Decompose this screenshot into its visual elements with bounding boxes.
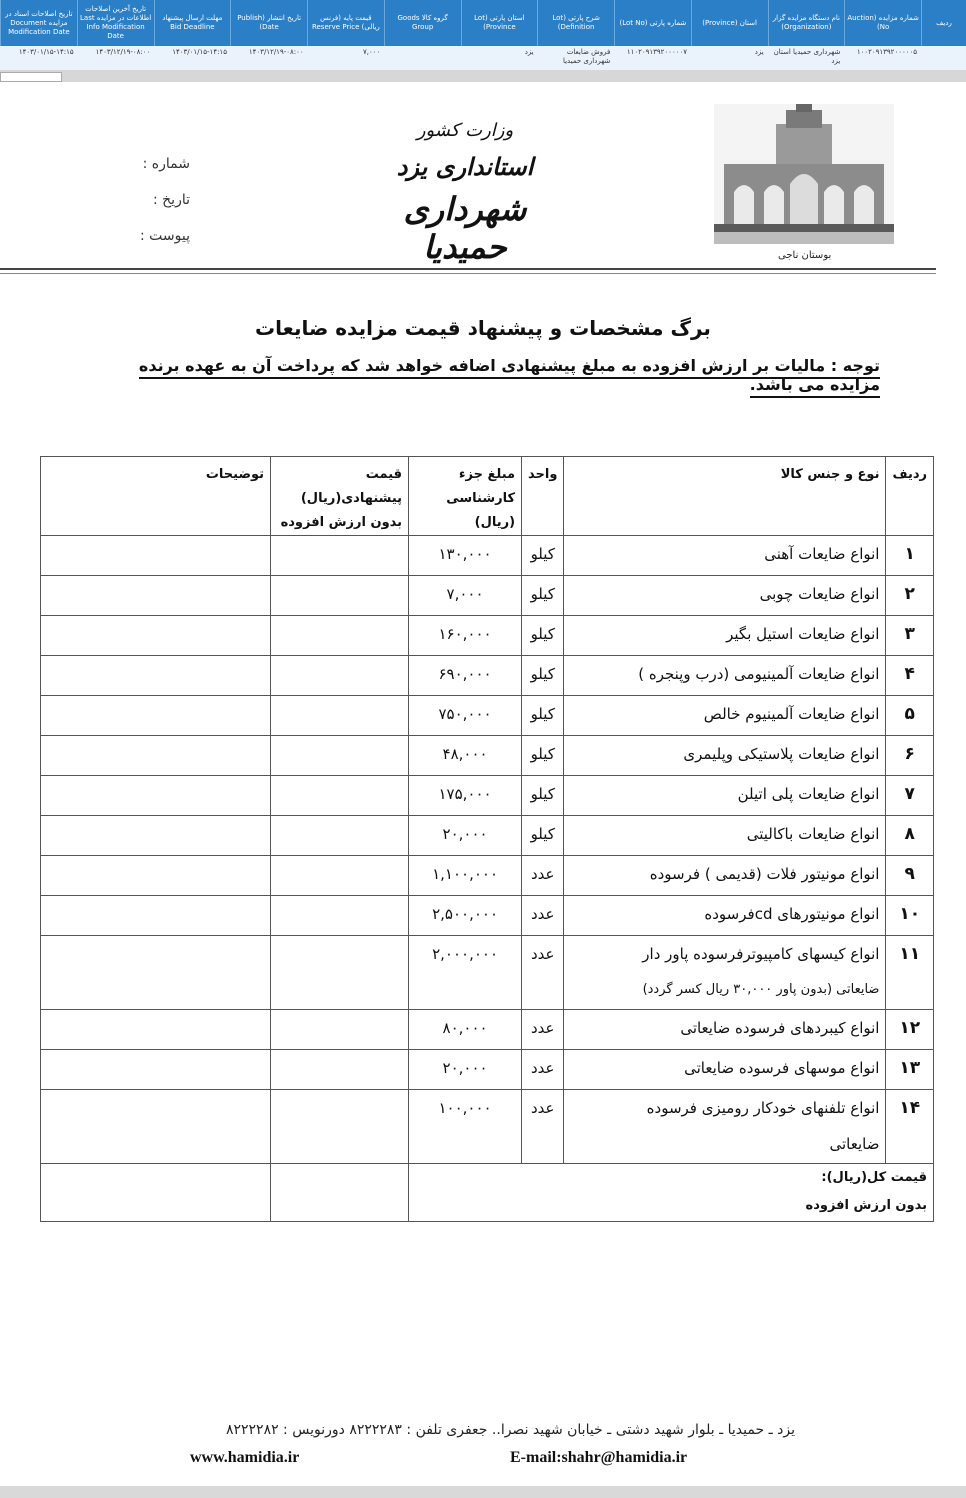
row-unit: عدد [522,856,564,896]
strip-cell: شهرداری حمیدیا استان یزد [773,48,841,65]
row-unit: عدد [522,1090,564,1164]
footer-email-link[interactable]: E-mail:shahr@hamidia.ir [510,1449,688,1466]
row-name: انواع ضایعات چوبی [564,576,886,616]
row-offer-cell[interactable] [271,816,409,856]
row-name-line1: انواع تلفنهای خودکار رومیزی فرسوده [646,1099,880,1117]
row-offer-cell[interactable] [271,736,409,776]
strip-cell: ۱۰۰۲۰۹۱۳۹۲۰۰۰۰۰۵ [856,48,917,56]
strip-cell: ۱۴۰۳/۱۲/۱۹-۰۸:۰۰ [95,48,151,56]
table-row [41,776,934,816]
row-no: ۱۱ [886,936,934,1010]
row-no: ۱۲ [886,1010,934,1050]
row-price: ۸۰,۰۰۰ [409,1010,522,1050]
province-name: استانداری یزد [396,152,534,181]
total-desc-cell[interactable] [41,1164,271,1222]
total-offer-cell[interactable] [271,1164,409,1222]
strip-header-cell: تاریخ آخرین اصلاحات اطلاعات در مزایده Last Info Modification Date [77,0,154,46]
row-desc-cell[interactable] [41,576,271,616]
col-header-offer [271,457,409,536]
total-label [409,1164,934,1222]
row-name: انواع ضایعات آلمینیومی (درب وپنجره ) [564,656,886,696]
table-row [41,696,934,736]
col-header-desc: توضیحات [41,457,271,536]
row-name-line2: ضایعاتی [829,1135,880,1153]
row-unit: عدد [522,1050,564,1090]
col-header-price-line2: کارشناسی (ریال) [446,491,516,530]
row-no: ۳ [886,616,934,656]
row-name: انواع ضایعات پلاستیکی وپلیمری [564,736,886,776]
table-row [41,736,934,776]
strip-header-cell: قیمت پایه (فرنس ریالی) Reserve Price [307,0,384,46]
attachment-label: پیوست : [140,228,190,244]
strip-cell: یزد [524,48,534,56]
strip-header-cell: استان پارتی (Lot Province) [461,0,538,46]
municipality-logo [708,104,934,264]
row-price: ۱۰۰,۰۰۰ [409,1090,522,1164]
row-desc-cell[interactable] [41,776,271,816]
row-desc-cell[interactable] [41,656,271,696]
header-divider [0,268,936,270]
row-name: انواع ضایعات استیل بگیر [564,616,886,656]
col-header-price-line1: مبلغ جزء [458,467,516,482]
row-desc-cell[interactable] [41,816,271,856]
row-offer-cell[interactable] [271,936,409,1010]
row-unit: عدد [522,936,564,1010]
strip-header-cell: استان (Province) [691,0,768,46]
table-header-row [41,457,934,536]
strip-header-cell: گروه کالا Goods Group [384,0,461,46]
footer-website-link[interactable]: www.hamidia.ir [190,1449,300,1466]
auction-info-strip [0,0,966,84]
row-name: انواع موسهای فرسوده ضایعاتی [564,1050,886,1090]
horizontal-scrollbar[interactable] [0,70,966,82]
table-row [41,576,934,616]
row-offer-cell[interactable] [271,616,409,656]
total-label-line2: بدون ارزش افزوده [805,1198,927,1213]
col-header-unit: واحد [522,457,564,536]
table-row [41,936,934,1010]
row-desc-cell[interactable] [41,896,271,936]
table-row [41,536,934,576]
date-label: تاریخ : [152,192,190,208]
row-no: ۷ [886,776,934,816]
row-desc-cell[interactable] [41,1050,271,1090]
row-unit: کیلو [522,616,564,656]
total-row [41,1164,934,1222]
row-price: ۷۵۰,۰۰۰ [409,696,522,736]
row-price: ۴۸,۰۰۰ [409,736,522,776]
strip-cell: ۱۱۰۲۰۹۱۳۹۲۰۰۰۰۰۷ [626,48,687,56]
table-row [41,656,934,696]
strip-header-cell: مهلت ارسال پیشنهاد Bid Deadline [154,0,231,46]
strip-cell: ۱۴۰۳/۰۱/۱۵-۱۴:۱۵ [172,48,227,56]
row-offer-cell[interactable] [271,656,409,696]
col-header-price [409,457,522,536]
row-name-line2: ضایعاتی (بدون پاور ۳۰,۰۰۰ ریال کسر گردد) [642,982,880,997]
row-name: انواع ضایعات باکالیتی [564,816,886,856]
row-name: انواع ضایعات آلمینیوم خالص [564,696,886,736]
row-name: انواع ضایعات پلی اتیلن [564,776,886,816]
row-name [564,1090,886,1164]
table-row [41,856,934,896]
row-offer-cell[interactable] [271,1010,409,1050]
bottom-edge-bar [0,1486,966,1498]
row-desc-cell[interactable] [41,936,271,1010]
strip-data-row[interactable] [0,46,966,71]
row-no: ۹ [886,856,934,896]
header-divider-thin [0,273,936,274]
row-offer-cell[interactable] [271,1090,409,1164]
strip-header-cell: شرح پارتی (Lot Definition) [537,0,614,46]
row-name: انواع کیبردهای فرسوده ضایعاتی [564,1010,886,1050]
page-title: برگ مشخصات و پیشنهاد قیمت مزایده ضایعات [255,316,711,340]
col-header-offer-line2: بدون ارزش افزوده [280,515,403,530]
row-no: ۱۳ [886,1050,934,1090]
row-price: ۷,۰۰۰ [409,576,522,616]
row-no: ۸ [886,816,934,856]
row-name-line1: انواع کیسهای کامپیوترفرسوده پاور دار [642,945,880,963]
row-price: ۲,۰۰۰,۰۰۰ [409,936,522,1010]
strip-header-cell: شماره پارتی (Lot No) [614,0,691,46]
items-table [40,456,934,1222]
row-unit: کیلو [522,776,564,816]
row-price: ۲۰,۰۰۰ [409,816,522,856]
building-icon [714,104,894,244]
row-no: ۲ [886,576,934,616]
row-offer-cell[interactable] [271,576,409,616]
row-offer-cell[interactable] [271,896,409,936]
row-name: انواع مونیتورهای cdفرسوده [564,896,886,936]
row-offer-cell[interactable] [271,536,409,576]
row-desc-cell[interactable] [41,736,271,776]
row-offer-cell[interactable] [271,776,409,816]
col-header-no: ردیف [886,457,934,536]
footer-address: یزد ـ حمیدیا ـ بلوار شهید دشتی ـ خیابان شهید نصرا.. جعفری تلفن : ۸۲۲۲۲۸۳ دورنویس : ۸۲۲۲۲۸۲ [225,1422,795,1438]
col-header-name: نوع و جنس کالا [564,457,886,536]
row-name: انواع مونیتور فلات (قدیمی ) فرسوده [564,856,886,896]
row-name: انواع ضایعات آهنی [564,536,886,576]
row-offer-cell[interactable] [271,1050,409,1090]
row-unit: عدد [522,896,564,936]
strip-header-cell: نام دستگاه مزایده گزار (Organization) [768,0,845,46]
row-unit: کیلو [522,656,564,696]
table-row [41,1090,934,1164]
strip-cell: ۱۴۰۳/۱۲/۱۹-۰۸:۰۰ [248,48,304,56]
row-desc-cell[interactable] [41,1010,271,1050]
row-price: ۱۷۵,۰۰۰ [409,776,522,816]
strip-cell [920,46,966,70]
number-label: شماره : [142,156,190,172]
row-unit: کیلو [522,576,564,616]
row-price: ۱,۱۰۰,۰۰۰ [409,856,522,896]
strip-header [0,0,966,46]
row-name [564,936,886,1010]
municipality-name: شهرداری حمیدیا [403,190,527,266]
row-no: ۴ [886,656,934,696]
row-no: ۶ [886,736,934,776]
row-price: ۶۹۰,۰۰۰ [409,656,522,696]
ministry-name: وزارت کشور [416,120,514,141]
table-row [41,896,934,936]
row-desc-cell[interactable] [41,616,271,656]
strip-header-cell: ردیف [921,0,966,46]
strip-header-cell: تاریخ انتشار (Publish Date) [230,0,307,46]
strip-cell: یزد [754,48,764,56]
row-no: ۱۴ [886,1090,934,1164]
tax-note [90,356,880,394]
row-unit: کیلو [522,696,564,736]
strip-cell: ۱۴۰۳/۰۱/۱۵-۱۴:۱۵ [18,48,74,56]
row-no: ۱ [886,536,934,576]
strip-header-cell: تاریخ اصلاحات اسناد در مزایده Document Modification Date [0,0,77,46]
table-row [41,816,934,856]
col-header-offer-line1: قیمت پیشنهادی(ریال) [300,467,403,506]
strip-cell: ۷,۰۰۰ [363,48,381,56]
row-price: ۲۰,۰۰۰ [409,1050,522,1090]
strip-cell: فروش ضایعات شهرداری حمیدیا [562,48,611,65]
row-price: ۲,۵۰۰,۰۰۰ [409,896,522,936]
row-price: ۱۶۰,۰۰۰ [409,616,522,656]
table-row [41,1010,934,1050]
row-price: ۱۳۰,۰۰۰ [409,536,522,576]
strip-cell [383,46,460,70]
row-unit: کیلو [522,816,564,856]
row-offer-cell[interactable] [271,856,409,896]
row-desc-cell[interactable] [41,1090,271,1164]
row-desc-cell[interactable] [41,536,271,576]
strip-header-cell: شماره مزایده (Auction No) [844,0,921,46]
row-no: ۱۰ [886,896,934,936]
row-desc-cell[interactable] [41,856,271,896]
scrollbar-thumb[interactable] [0,72,62,82]
row-unit: کیلو [522,736,564,776]
row-no: ۵ [886,696,934,736]
table-row [41,1050,934,1090]
row-unit: عدد [522,1010,564,1050]
row-unit: کیلو [522,536,564,576]
row-desc-cell[interactable] [41,696,271,736]
tax-note-text: توجه : مالیات بر ارزش افزوده به مبلغ پیشنهادی اضافه خواهد شد که پرداخت آن به عهده برنده مزایده می باشد. [139,356,880,398]
total-label-line1: قیمت کل(ریال): [821,1170,927,1185]
row-offer-cell[interactable] [271,696,409,736]
table-row [41,616,934,656]
logo-caption: بوستان ناجی [778,250,832,261]
